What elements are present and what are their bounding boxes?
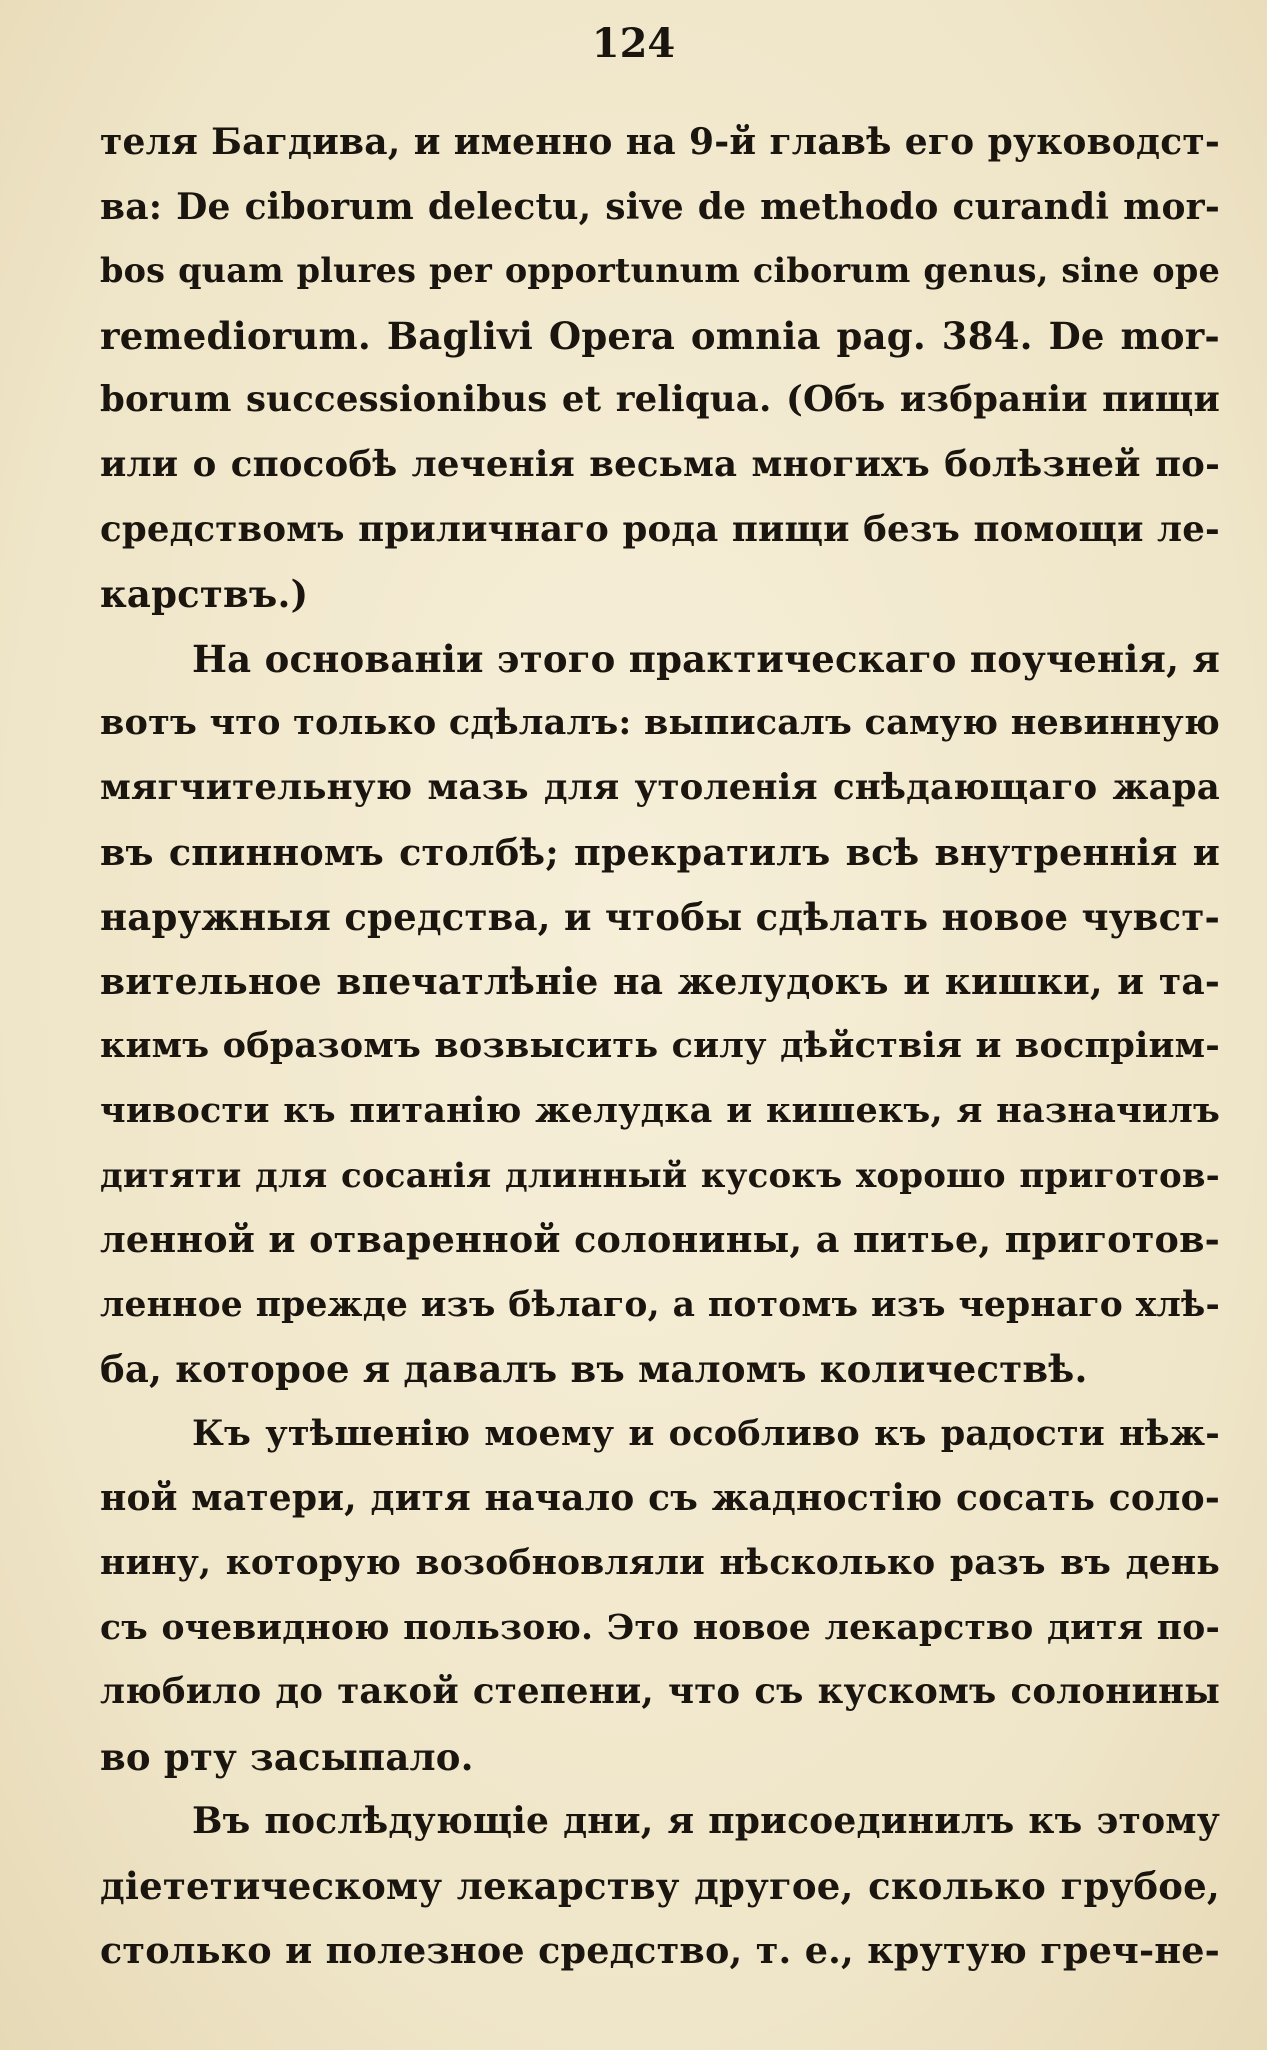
text-line: ленное прежде изъ бѣлаго, а потомъ изъ чернаго хлѣ- bbox=[100, 1284, 1220, 1325]
text-line: кимъ образомъ возвысить силу дѣйствія и воспріим- bbox=[100, 1025, 1220, 1067]
text-line: дитяти для сосанія длинный кусокъ хорошо приготов- bbox=[100, 1155, 1220, 1196]
text-line: ба, которое я давалъ въ маломъ количествѣ. bbox=[100, 1347, 1088, 1392]
text-line: средствомъ приличнаго рода пищи безъ помощи ле- bbox=[100, 508, 1220, 550]
text-line: чивости къ питанію желудка и кишекъ, я назначилъ bbox=[100, 1089, 1220, 1131]
text-line: ва: De ciborum delectu, sive de methodo curandi mor- bbox=[100, 185, 1220, 228]
text-line: наружныя средства, и чтобы сдѣлать новое чувст- bbox=[100, 895, 1220, 940]
text-line: remediorum. Baglivi Opera omnia pag. 384. De mor- bbox=[100, 313, 1220, 358]
text-line: borum successionibus et reliqua. (Объ избраніи пищи bbox=[100, 379, 1220, 421]
text-line: въ спинномъ столбѣ; прекратилъ всѣ внутреннія и bbox=[100, 830, 1220, 874]
text-line: карствъ.) bbox=[100, 572, 309, 617]
text-line: нину, которую возобновляли нѣсколько разъ въ день bbox=[100, 1543, 1220, 1584]
text-line: ленной и отваренной солонины, а питье, приготов- bbox=[100, 1218, 1220, 1262]
text-line: вительное впечатлѣніе на желудокъ и кишки, и та- bbox=[100, 960, 1220, 1003]
text-line: мягчительную мазь для утоленія снѣдающаго жара bbox=[100, 766, 1220, 808]
body-text bbox=[100, 110, 1220, 1983]
text-line: или о способѣ леченія весьма многихъ болѣзней по- bbox=[100, 443, 1220, 485]
text-line: ной матери, дитя начало съ жадностію сосать соло- bbox=[100, 1477, 1220, 1520]
page-number: 124 bbox=[591, 20, 676, 67]
text-line: bos quam plures per opportunum ciborum genus, sine ope bbox=[100, 251, 1220, 291]
text-line: діететическому лекарству другое, сколько грубое, bbox=[100, 1864, 1220, 1909]
text-line: теля Багдива, и именно на 9-й главѣ его руководст- bbox=[100, 121, 1220, 163]
text-line: Въ послѣдующіе дни, я присоединилъ къ этому bbox=[192, 1800, 1220, 1843]
text-line: На основаніи этого практическаго поученія, я bbox=[192, 636, 1220, 681]
text-line: во рту засыпало. bbox=[100, 1734, 474, 1779]
text-line: вотъ что только сдѣлалъ: выписалъ самую невинную bbox=[100, 702, 1220, 744]
text-line: съ очевидною пользою. Это новое лекарство дитя по- bbox=[100, 1607, 1220, 1648]
text-line: любило до такой степени, что съ кускомъ солонины bbox=[100, 1671, 1220, 1713]
text-line: столько и полезное средство, т. е., крутую греч-не- bbox=[100, 1928, 1220, 1972]
text-line: Къ утѣшенію моему и особливо къ радости нѣж- bbox=[192, 1412, 1220, 1454]
